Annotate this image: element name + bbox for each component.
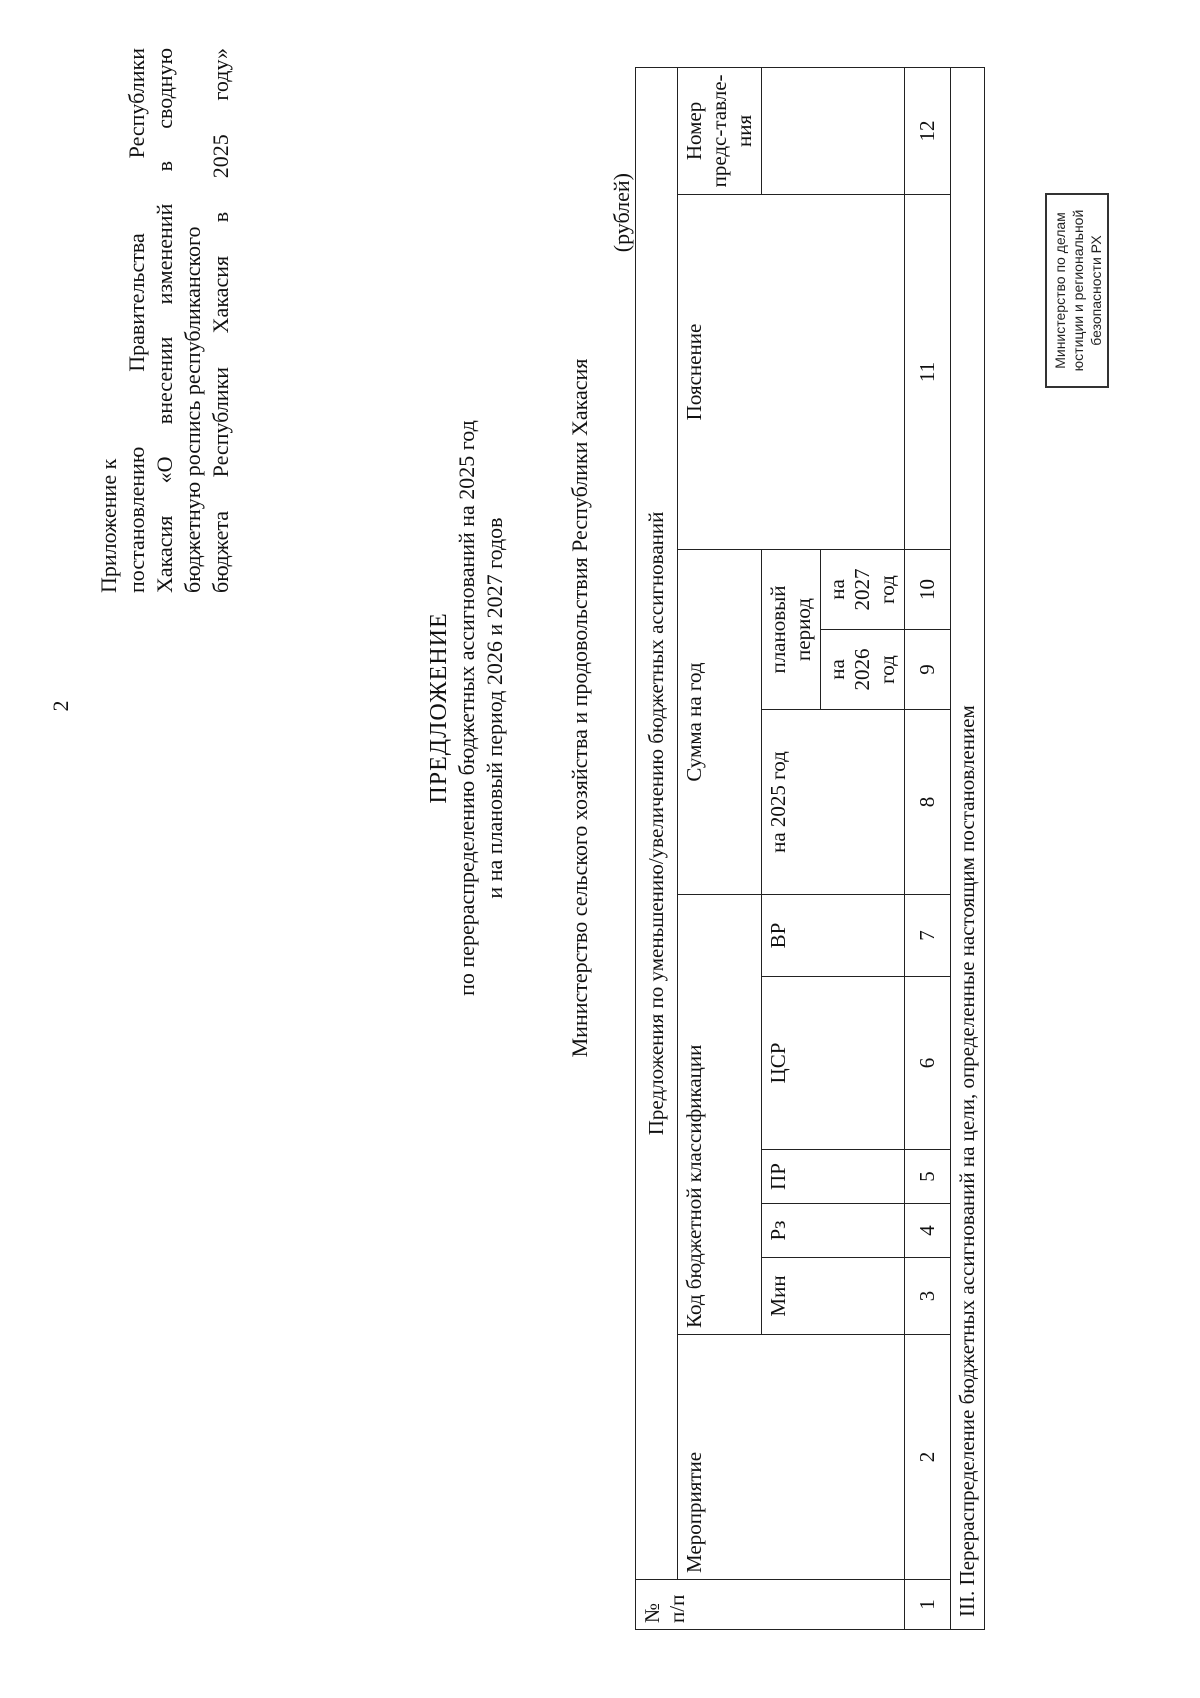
stamp-line: безопасности РХ xyxy=(1088,235,1104,346)
header-2025: на 2025 год xyxy=(762,710,905,895)
column-number: 11 xyxy=(905,195,951,550)
stamp-line: юстиции и региональной xyxy=(1070,209,1086,372)
header-csr: ЦСР xyxy=(762,977,905,1150)
section-title: III. Перераспределение бюджетных ассигнований на цели, определенные настоящим постановлением xyxy=(951,67,985,1629)
header-planned-period: плановый период xyxy=(762,550,821,710)
header-rz: Рз xyxy=(762,1204,905,1258)
currency-unit: (рублей) xyxy=(609,173,634,253)
column-number: 7 xyxy=(905,895,951,977)
header-submission-blank xyxy=(762,67,905,194)
document-title-block xyxy=(425,298,509,1118)
header-budget-code: Код бюджетной классификации xyxy=(678,895,762,1335)
header-activity: Мероприятие xyxy=(678,1335,905,1580)
document-title: ПРЕДЛОЖЕНИЕ xyxy=(426,612,452,804)
header-proposals: Предложения по уменьшению/увеличению бюджетных ассигнований xyxy=(636,67,678,1579)
header-sum: Сумма на год xyxy=(678,550,762,895)
header-pr: ПР xyxy=(762,1150,905,1204)
document-subtitle-line2: и на плановый период 2026 и 2027 годов xyxy=(482,517,507,899)
ministry-name: Министерство сельского хозяйства и продовольствия Республики Хакасия xyxy=(567,358,592,1058)
header-explanation: Пояснение xyxy=(678,195,905,550)
header-2027: на 2027 год xyxy=(821,550,905,630)
column-number: 4 xyxy=(905,1204,951,1258)
reallocation-table xyxy=(635,67,985,1630)
document-subtitle-line1: по перераспределению бюджетных ассигнований на 2025 год xyxy=(454,420,479,996)
column-numbers-row xyxy=(905,67,951,1629)
page-number: 2 xyxy=(48,700,73,712)
column-number: 2 xyxy=(905,1335,951,1580)
stamp-line: Министерство по делам xyxy=(1052,212,1068,369)
header-number: № п/п xyxy=(636,1580,905,1630)
appendix-line: Приложение к xyxy=(96,458,121,593)
column-number: 6 xyxy=(905,977,951,1150)
header-submission-number: Номер предс-тавле-ния xyxy=(678,67,762,194)
column-number: 10 xyxy=(905,550,951,630)
header-min: Мин xyxy=(762,1258,905,1335)
column-number: 3 xyxy=(905,1258,951,1335)
header-vr: ВР xyxy=(762,895,905,977)
column-number: 9 xyxy=(905,630,951,710)
appendix-line: бюджетную роспись республиканского xyxy=(180,226,205,593)
appendix-line: Хакасия «О внесении изменений в сводную xyxy=(152,48,177,593)
column-number: 5 xyxy=(905,1150,951,1204)
appendix-line: постановлению Правительства Республики xyxy=(124,48,149,593)
column-number: 8 xyxy=(905,710,951,895)
column-number: 1 xyxy=(905,1580,951,1630)
header-2026: на 2026 год xyxy=(821,630,905,710)
ministry-stamp xyxy=(1045,193,1109,388)
column-number: 12 xyxy=(905,67,951,194)
appendix-line: бюджета Республики Хакасия в 2025 году» xyxy=(208,48,233,593)
appendix-note xyxy=(95,48,235,593)
